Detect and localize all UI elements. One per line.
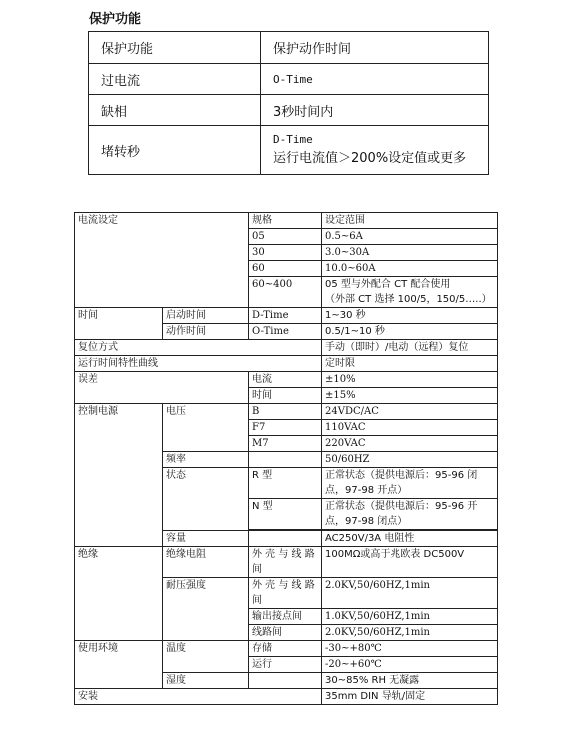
table-cell — [249, 531, 322, 547]
table-cell: 24VDC/AC — [322, 404, 498, 420]
table-row — [75, 308, 498, 324]
table-cell: 60~400 — [249, 277, 322, 308]
table-cell: 复位方式 — [75, 340, 322, 356]
table-cell: B — [249, 404, 322, 420]
table-cell — [261, 126, 489, 175]
table-cell: 电流设定 — [75, 213, 249, 308]
table-cell: 手动（即时）/电动（远程）复位 — [322, 340, 498, 356]
table-cell — [249, 673, 322, 689]
table-cell: 容量 — [163, 531, 249, 547]
table-cell: 过电流 — [89, 64, 261, 95]
table-cell: 时间 — [249, 388, 322, 404]
table-cell — [249, 547, 322, 578]
table-cell: 0.5/1~10 秒 — [322, 324, 498, 340]
table-row — [89, 95, 489, 126]
table-row — [89, 126, 489, 175]
cell-line: 间 — [252, 564, 262, 575]
cell-line: 正常状态（提供电源后：95-96 闭 — [325, 470, 478, 481]
table-cell: ±10% — [322, 372, 498, 388]
table-cell: 控制电源 — [75, 404, 163, 547]
table-cell — [322, 277, 498, 308]
table-cell — [249, 578, 322, 609]
table-cell: 时间 — [75, 308, 163, 340]
table-cell: 绝缘电阻 — [163, 547, 249, 578]
table-cell: 状态 — [163, 468, 249, 531]
table-cell: 规格 — [249, 213, 322, 229]
table-cell: 绝缘 — [75, 547, 163, 641]
table-cell: 60 — [249, 261, 322, 277]
table-cell: 110VAC — [322, 420, 498, 436]
table-cell: 温度 — [163, 641, 249, 673]
protection-table — [88, 31, 489, 175]
cell-line: 点，97-98 开点） — [325, 485, 408, 496]
table-cell: D-Time — [249, 308, 322, 324]
table-cell: 30 — [249, 245, 322, 261]
section-heading: 保护功能 — [89, 12, 142, 27]
table-cell: 使用环境 — [75, 641, 163, 689]
table-cell: 0.5~6A — [322, 229, 498, 245]
table-row — [75, 641, 498, 657]
table-cell: -20~+60℃ — [322, 657, 498, 673]
table-cell: 电压 — [163, 404, 249, 452]
cell-line: 间 — [252, 595, 262, 606]
table-cell: 堵转秒 — [89, 126, 261, 175]
spec-table — [74, 212, 498, 705]
cell-line: 外 壳 与 线 路 — [252, 549, 315, 560]
table-cell: 误差 — [75, 372, 249, 404]
table-cell: 电流 — [249, 372, 322, 388]
table-cell: 启动时间 — [163, 308, 249, 324]
table-cell — [322, 499, 498, 530]
table-row — [75, 547, 498, 578]
table-row — [89, 32, 489, 64]
table-cell: 1.0KV,50/60HZ,1min — [322, 609, 498, 625]
table-cell: 2.0KV,50/60HZ,1min — [322, 578, 498, 609]
table-row — [75, 356, 498, 372]
table-cell: 35mm DIN 导轨/固定 — [322, 689, 498, 705]
table-cell: 220VAC — [322, 436, 498, 452]
table-cell: 运行 — [249, 657, 322, 673]
table-cell: ±15% — [322, 388, 498, 404]
table-row — [75, 404, 498, 420]
table-cell: 1~30 秒 — [322, 308, 498, 324]
table-row — [89, 64, 489, 95]
table-cell: 线路间 — [249, 625, 322, 641]
table-cell: 3秒时间内 — [261, 95, 489, 126]
table-cell — [322, 468, 498, 499]
table-cell: F7 — [249, 420, 322, 436]
cell-line: 05 型与外配合 CT 配合使用 — [325, 279, 451, 290]
header-cell: 保护动作时间 — [261, 32, 489, 64]
table-cell: 湿度 — [163, 673, 249, 689]
cell-line: 点，97-98 闭点） — [325, 516, 408, 527]
cell-line: （外部 CT 选择 100/5，150/5…..） — [325, 294, 492, 305]
table-cell: 频率 — [163, 452, 249, 468]
table-cell: 2.0KV,50/60HZ,1min — [322, 625, 498, 641]
table-cell: 50/60HZ — [322, 452, 498, 468]
table-cell: O-Time — [261, 64, 489, 95]
table-cell — [249, 452, 322, 468]
table-cell: AC250V/3A 电阻性 — [322, 531, 498, 547]
table-cell: 耐压强度 — [163, 578, 249, 641]
table-cell: N 型 — [249, 499, 322, 530]
table-row — [75, 213, 498, 229]
table-cell: 缺相 — [89, 95, 261, 126]
table-cell: 输出接点间 — [249, 609, 322, 625]
table-row — [75, 340, 498, 356]
table-cell: 动作时间 — [163, 324, 249, 340]
table-cell: 100MΩ或高于兆欧表 DC500V — [322, 547, 498, 578]
table-cell: 定时限 — [322, 356, 498, 372]
cell-line: 外 壳 与 线 路 — [252, 580, 315, 591]
table-cell: 3.0~30A — [322, 245, 498, 261]
table-cell: 10.0~60A — [322, 261, 498, 277]
table-cell: M7 — [249, 436, 322, 452]
table-cell: 安装 — [75, 689, 322, 705]
table-row — [75, 689, 498, 705]
table-row — [75, 372, 498, 388]
table-cell: -30~+80℃ — [322, 641, 498, 657]
table-cell: 存储 — [249, 641, 322, 657]
cell-line: 正常状态（提供电源后：95-96 开 — [325, 501, 478, 512]
cell-line: D-Time — [273, 133, 313, 146]
table-cell: R 型 — [249, 468, 322, 499]
cell-line: 运行电流值＞200%设定值或更多 — [273, 151, 467, 166]
table-cell: 设定范围 — [322, 213, 498, 229]
table-cell: 运行时间特性曲线 — [75, 356, 322, 372]
header-cell: 保护功能 — [89, 32, 261, 64]
table-cell: 05 — [249, 229, 322, 245]
table-cell: 30~85% RH 无凝露 — [322, 673, 498, 689]
table-cell: O-Time — [249, 324, 322, 340]
